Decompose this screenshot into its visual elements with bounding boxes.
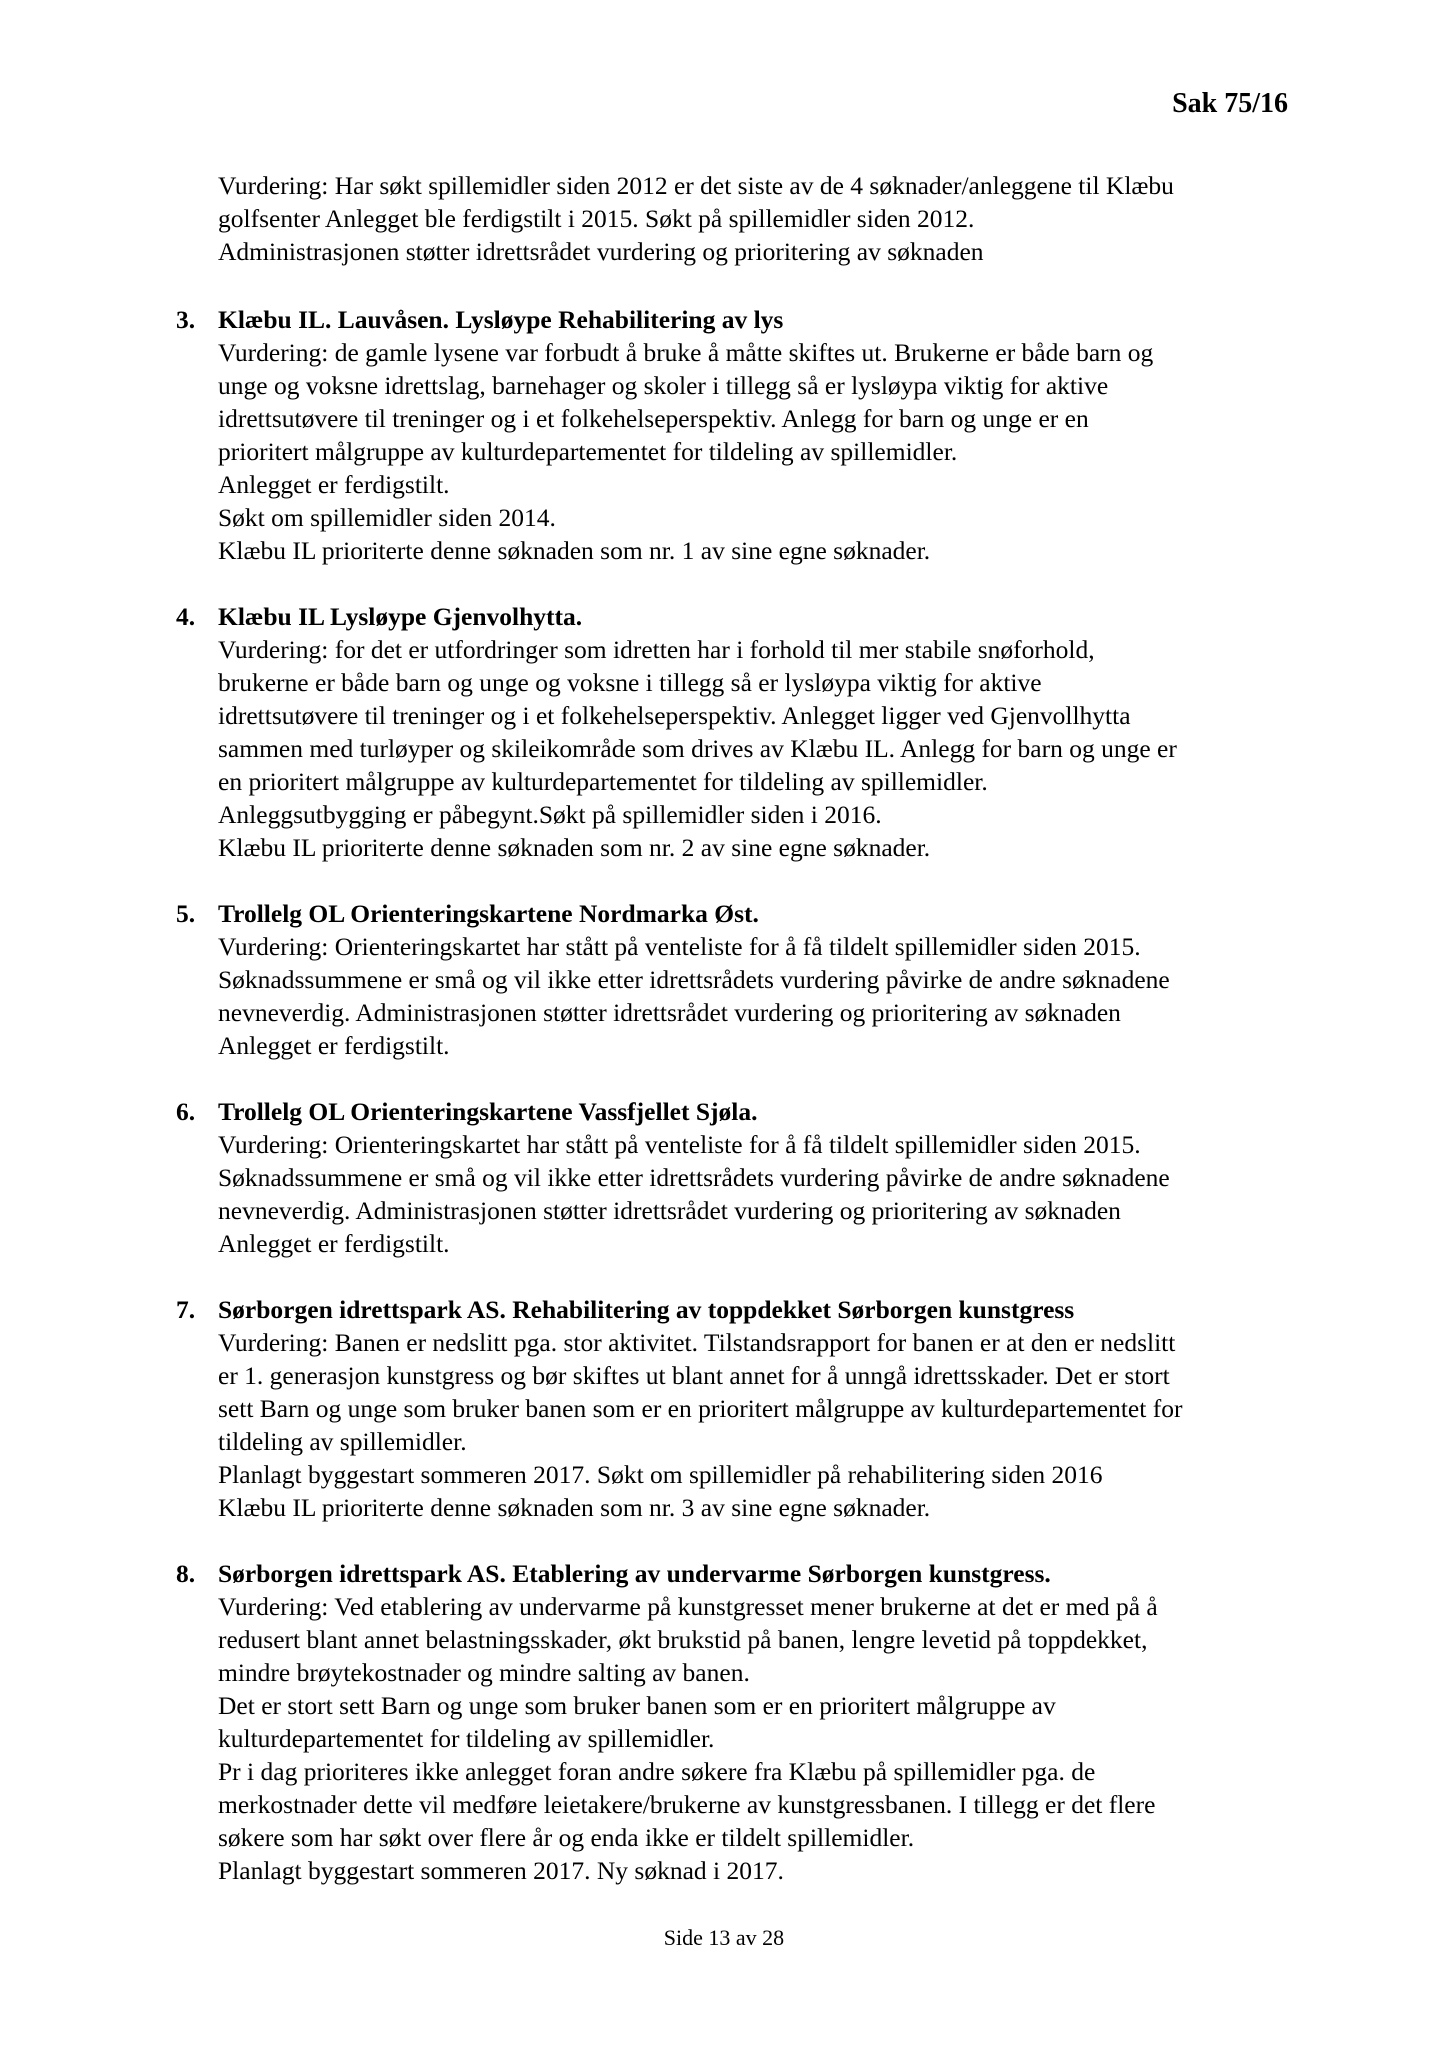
intro-line: Vurdering: Har søkt spillemidler siden 2012 er det siste av de 4 søknader/anleggene til Klæbu [218, 171, 1174, 200]
item-line: Det er stort sett Barn og unge som bruker banen som er en prioritert målgruppe av [218, 1691, 1056, 1720]
item-line: sammen med turløyper og skileikområde som drives av Klæbu IL. Anlegg for barn og unge er [218, 734, 1177, 763]
item-line: Vurdering: Orienteringskartet har stått på venteliste for å få tildelt spillemidler siden 2015. [218, 1130, 1141, 1159]
item-body [218, 897, 1308, 1062]
item-line: Planlagt byggestart sommeren 2017. Søkt om spillemidler på rehabilitering siden 2016 [218, 1460, 1103, 1489]
item-line: redusert blant annet belastningsskader, økt brukstid på banen, lengre levetid på toppdekket, [218, 1625, 1148, 1654]
item-number: 6. [176, 1097, 196, 1126]
intro-paragraph [218, 169, 1298, 268]
item-line: Klæbu IL prioriterte denne søknaden som nr. 3 av sine egne søknader. [218, 1493, 931, 1522]
item-line: Vurdering: Orienteringskartet har stått på venteliste for å få tildelt spillemidler siden 2015. [218, 932, 1141, 961]
item-line: Pr i dag prioriteres ikke anlegget foran andre søkere fra Klæbu på spillemidler pga. de [218, 1757, 1096, 1786]
item-line: Vurdering: Banen er nedslitt pga. stor aktivitet. Tilstandsrapport for banen er at den er nedslitt [218, 1328, 1176, 1357]
item-number: 8. [176, 1559, 196, 1588]
item-line: Søkt om spillemidler siden 2014. [218, 503, 556, 532]
application-item [0, 1557, 1448, 1887]
item-line: nevneverdig. Administrasjonen støtter idrettsrådet vurdering og prioritering av søknaden [218, 998, 1121, 1027]
application-item [0, 897, 1448, 1062]
item-line: Anlegget er ferdigstilt. [218, 1229, 450, 1258]
item-line: Anlegget er ferdigstilt. [218, 470, 450, 499]
item-line: en prioritert målgruppe av kulturdepartementet for tildeling av spillemidler. [218, 767, 988, 796]
application-item [0, 1095, 1448, 1260]
item-line: Søknadssummene er små og vil ikke etter idrettsrådets vurdering påvirke de andre søknadene [218, 965, 1170, 994]
item-line: nevneverdig. Administrasjonen støtter idrettsrådet vurdering og prioritering av søknaden [218, 1196, 1121, 1225]
application-list [0, 303, 1448, 1920]
intro-line: Administrasjonen støtter idrettsrådet vurdering og prioritering av søknaden [218, 237, 984, 266]
item-line: Søknadssummene er små og vil ikke etter idrettsrådets vurdering påvirke de andre søknadene [218, 1163, 1170, 1192]
item-line: merkostnader dette vil medføre leietakere/brukerne av kunstgressbanen. I tillegg er det flere [218, 1790, 1156, 1819]
item-line: Anleggsutbygging er påbegynt.Søkt på spillemidler siden i 2016. [218, 800, 882, 829]
item-title: Klæbu IL. Lauvåsen. Lysløype Rehabilitering av lys [218, 305, 784, 334]
item-number: 4. [176, 602, 196, 631]
item-body [218, 1293, 1308, 1524]
item-line: sett Barn og unge som bruker banen som er en prioritert målgruppe av kulturdepartementet for [218, 1394, 1183, 1423]
case-number: Sak 75/16 [1172, 88, 1288, 119]
item-line: brukerne er både barn og unge og voksne i tillegg så er lysløypa viktig for aktive [218, 668, 1042, 697]
item-title: Trollelg OL Orienteringskartene Nordmarka Øst. [218, 899, 759, 928]
item-number: 5. [176, 899, 196, 928]
item-line: er 1. generasjon kunstgress og bør skiftes ut blant annet for å unngå idrettsskader. Det er stort [218, 1361, 1170, 1390]
item-line: Klæbu IL prioriterte denne søknaden som nr. 1 av sine egne søknader. [218, 536, 931, 565]
item-line: Klæbu IL prioriterte denne søknaden som nr. 2 av sine egne søknader. [218, 833, 931, 862]
item-body [218, 303, 1308, 567]
item-title: Trollelg OL Orienteringskartene Vassfjellet Sjøla. [218, 1097, 758, 1126]
item-line: Vurdering: de gamle lysene var forbudt å bruke å måtte skiftes ut. Brukerne er både barn og [218, 338, 1154, 367]
item-body [218, 600, 1308, 864]
item-line: kulturdepartementet for tildeling av spillemidler. [218, 1724, 715, 1753]
item-line: Planlagt byggestart sommeren 2017. Ny søknad i 2017. [218, 1856, 784, 1885]
item-title: Sørborgen idrettspark AS. Etablering av undervarme Sørborgen kunstgress. [218, 1559, 1051, 1588]
item-title: Klæbu IL Lysløype Gjenvolhytta. [218, 602, 583, 631]
item-line: idrettsutøvere til treninger og i et folkehelseperspektiv. Anlegget ligger ved Gjenvollhytta [218, 701, 1131, 730]
item-line: mindre brøytekostnader og mindre salting av banen. [218, 1658, 750, 1687]
item-line: søkere som har søkt over flere år og enda ikke er tildelt spillemidler. [218, 1823, 915, 1852]
item-line: idrettsutøvere til treninger og i et folkehelseperspektiv. Anlegg for barn og unge er en [218, 404, 1089, 433]
intro-line: golfsenter Anlegget ble ferdigstilt i 2015. Søkt på spillemidler siden 2012. [218, 204, 975, 233]
item-number: 3. [176, 305, 196, 334]
item-line: tildeling av spillemidler. [218, 1427, 467, 1456]
page-footer: Side 13 av 28 [663, 1925, 785, 1950]
item-title: Sørborgen idrettspark AS. Rehabilitering av toppdekket Sørborgen kunstgress [218, 1295, 1075, 1324]
item-body [218, 1095, 1308, 1260]
application-item [0, 1293, 1448, 1524]
application-item [0, 303, 1448, 567]
item-line: Vurdering: Ved etablering av undervarme på kunstgresset mener brukerne at det er med på å [218, 1592, 1158, 1621]
item-body [218, 1557, 1308, 1887]
item-line: Anlegget er ferdigstilt. [218, 1031, 450, 1060]
item-line: prioritert målgruppe av kulturdepartementet for tildeling av spillemidler. [218, 437, 958, 466]
item-line: unge og voksne idrettslag, barnehager og skoler i tillegg så er lysløypa viktig for aktive [218, 371, 1109, 400]
application-item [0, 600, 1448, 864]
item-number: 7. [176, 1295, 196, 1324]
item-line: Vurdering: for det er utfordringer som idretten har i forhold til mer stabile snøforhold, [218, 635, 1095, 664]
